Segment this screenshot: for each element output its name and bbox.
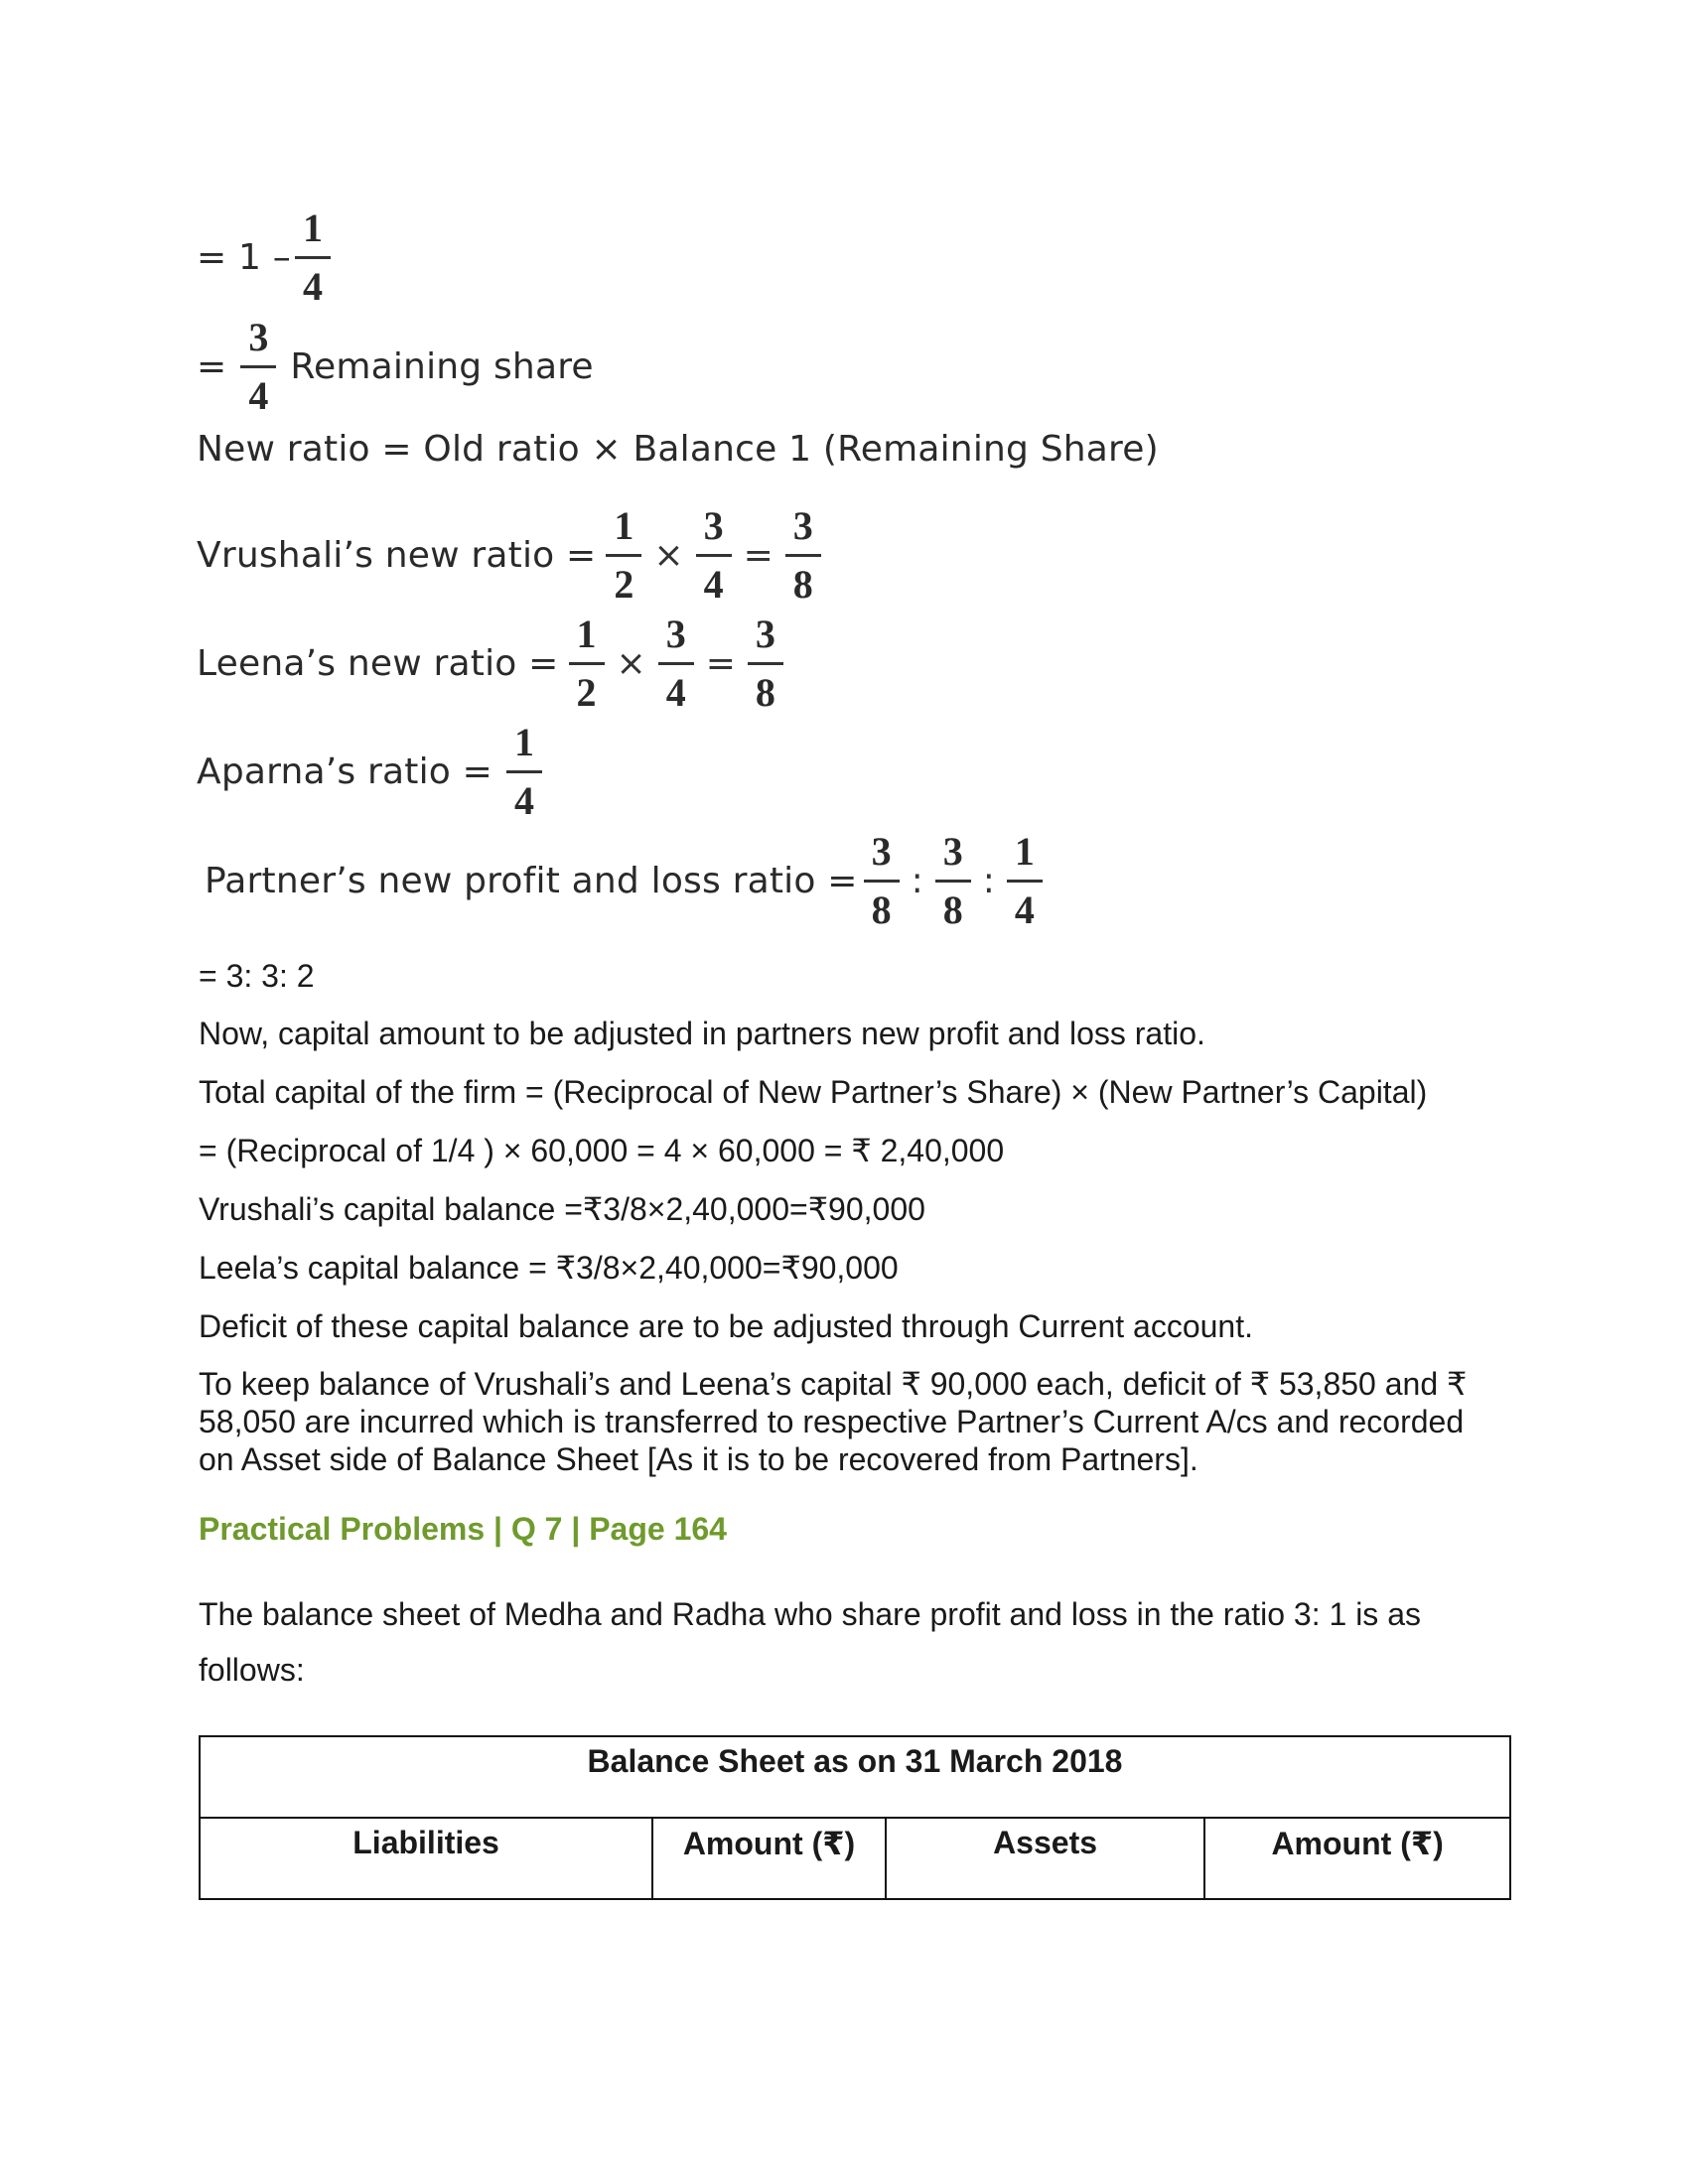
eq1-lhs: = 1 – <box>197 237 291 278</box>
equals-sign: = <box>705 643 736 684</box>
colon-sign: : <box>982 861 995 901</box>
total-capital-formula-line: Total capital of the firm = (Reciprocal of New Partner’s Share) × (New Partner’s Capital) <box>199 1074 1428 1110</box>
leela-capital-line: Leela’s capital balance = ₹3/8×2,40,000=₹90,000 <box>199 1250 899 1286</box>
equation-leena-new-ratio <box>197 613 783 715</box>
eq2-tail: Remaining share <box>290 346 594 387</box>
deficit-note-line: Deficit of these capital balance are to be adjusted through Current account. <box>199 1308 1253 1344</box>
eq4-label: Vrushali’s new ratio = <box>197 535 597 576</box>
equation-new-ratio-formula <box>197 429 1159 470</box>
fraction: $\frac{1}{4}$ <box>1007 830 1043 932</box>
fraction: $\frac{3}{4}$ <box>658 613 694 715</box>
col-header-liabilities: Liabilities <box>200 1818 652 1899</box>
fraction: $\frac{1}{2}$ <box>606 504 641 607</box>
capital-adjustment-line: Now, capital amount to be adjusted in partners new profit and loss ratio. <box>199 1016 1205 1051</box>
eq7-label: Partner’s new profit and loss ratio = <box>205 861 858 901</box>
eq2-lhs: = <box>197 346 227 387</box>
fraction: $\frac{1}{2}$ <box>569 613 605 715</box>
practical-problem-heading: Practical Problems | Q 7 | Page 164 <box>199 1511 727 1547</box>
deficit-explanation-paragraph: To keep balance of Vrushali’s and Leena’s capital ₹ 90,000 each, deficit of ₹ 53,850 and ₹ 58,050 are incurred which is transferred to respective Partner’s Current A/cs and recorded on Asset side of Balance Sheet [As it is to be recovered from Partners]. <box>199 1366 1468 1477</box>
fraction: $\frac{3}{4}$ <box>240 316 276 418</box>
equation-vrushali-new-ratio <box>197 504 821 607</box>
ratio-result-line: = 3: 3: 2 <box>199 958 315 994</box>
fraction: $\frac{3}{8}$ <box>785 504 821 607</box>
balance-sheet-table <box>199 1735 1511 1900</box>
equals-sign: = <box>743 535 774 576</box>
total-capital-calc-line: = (Reciprocal of 1/4 ) × 60,000 = 4 × 60,000 = ₹ 2,40,000 <box>199 1133 1005 1168</box>
equation-partners-new-ratio <box>205 830 1043 932</box>
equation-one-minus-quarter <box>197 206 331 309</box>
equation-aparna-ratio <box>197 721 542 823</box>
col-header-amount: Amount (₹) <box>1204 1818 1510 1899</box>
equation-remaining-share <box>197 316 594 418</box>
fraction: $\frac{3}{8}$ <box>864 830 900 932</box>
question-intro-paragraph: The balance sheet of Medha and Radha who share profit and loss in the ratio 3: 1 is as follows: <box>199 1596 1421 1688</box>
times-sign: × <box>616 643 646 684</box>
col-header-assets: Assets <box>886 1818 1204 1899</box>
fraction: $\frac{1}{4}$ <box>506 721 542 823</box>
fraction: $\frac{1}{4}$ <box>295 206 331 309</box>
colon-sign: : <box>911 861 923 901</box>
fraction: $\frac{3}{8}$ <box>935 830 971 932</box>
balance-sheet-title: Balance Sheet as on 31 March 2018 <box>200 1736 1510 1818</box>
fraction: $\frac{3}{8}$ <box>748 613 783 715</box>
eq6-label: Aparna’s ratio = <box>197 751 493 792</box>
vrushali-capital-line: Vrushali’s capital balance =₹3/8×2,40,000=₹90,000 <box>199 1191 925 1227</box>
col-header-amount: Amount (₹) <box>652 1818 886 1899</box>
fraction: $\frac{3}{4}$ <box>696 504 732 607</box>
times-sign: × <box>653 535 684 576</box>
eq3-text: New ratio = Old ratio × Balance 1 (Remaining Share) <box>197 429 1159 470</box>
eq5-label: Leena’s new ratio = <box>197 643 559 684</box>
